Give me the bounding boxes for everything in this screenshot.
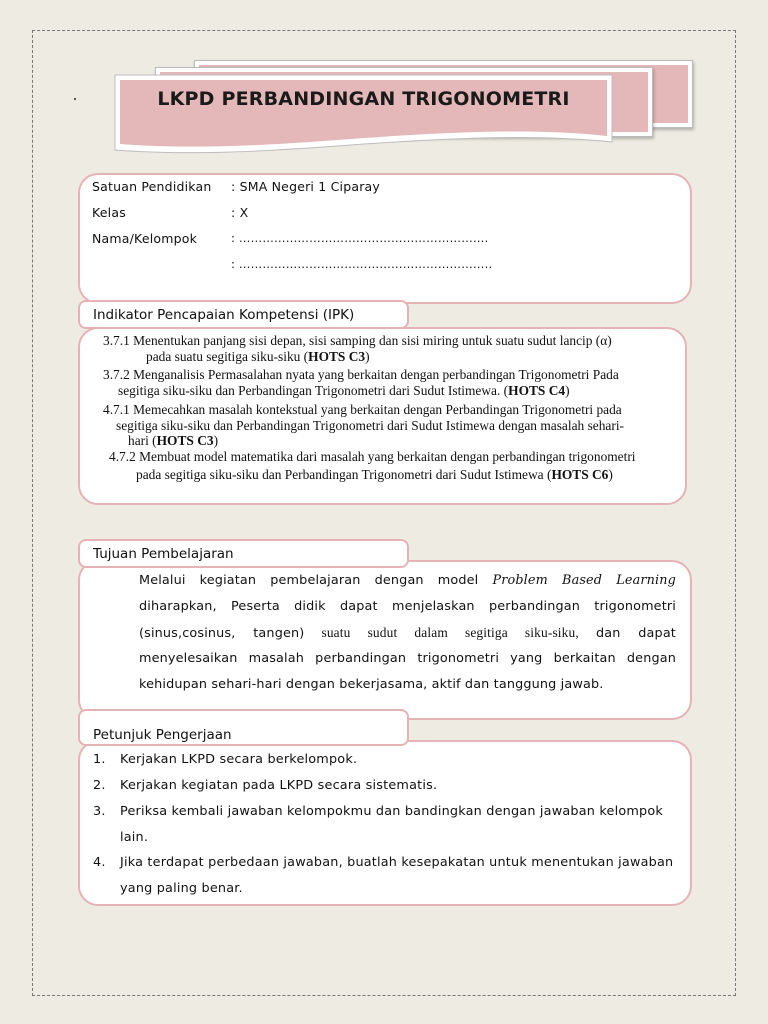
identity-label: Satuan Pendidikan — [92, 179, 212, 194]
tujuan-text-line: (sinus,cosinus, tangen) suatu sudut dalam segitiga siku-siku, dan dapat — [139, 625, 676, 641]
identity-label: Kelas — [92, 205, 126, 220]
ipk-item-line: 4.7.2 Membuat model matematika dari masalah yang berkaitan dengan perbandingan trigonometri — [109, 449, 636, 464]
tujuan-text-line: kehidupan sehari-hari dengan bekerjasama, aktif dan tanggung jawab. — [139, 677, 604, 692]
identity-label: Nama/Kelompok — [92, 231, 198, 246]
stray-dot — [74, 98, 76, 100]
tujuan-text-line: diharapkan, Peserta didik dapat menjelaskan perbandingan trigonometri — [139, 599, 676, 614]
ipk-item-line: pada suatu segitiga siku-siku (HOTS C3) — [146, 349, 370, 364]
step-number: 2. — [93, 778, 106, 793]
ipk-item-line: 3.7.2 Menganalisis Permasalahan nyata yang berkaitan dengan perbandingan Trigonometri Pada — [103, 367, 619, 382]
step-text: Periksa kembali jawaban kelompokmu dan bandingkan dengan jawaban kelompok — [120, 804, 663, 819]
ipk-item-line: 3.7.1 Menentukan panjang sisi depan, sisi samping dan sisi miring untuk suatu sudut lancip (α) — [103, 333, 612, 348]
ipk-item-line: segitiga siku-siku dan Perbandingan Trigonometri dari Sudut Istimewa. (HOTS C4) — [118, 383, 570, 398]
step-text: yang paling benar. — [120, 881, 243, 896]
name-group-field[interactable]: : ………………………………………………………. — [231, 231, 489, 245]
step-text: Kerjakan kegiatan pada LKPD secara sistematis. — [120, 778, 438, 793]
tujuan-text-line: menyelesaikan masalah perbandingan trigonometri yang berkaitan dengan — [139, 651, 676, 666]
hots-badge: HOTS C3 — [308, 349, 366, 364]
step-number: 4. — [93, 855, 106, 870]
hots-badge: HOTS C6 — [551, 467, 609, 482]
banner-front-layer — [114, 74, 613, 156]
step-text: Jika terdapat perbedaan jawaban, buatlah kesepakatan untuk menentukan jawaban — [120, 855, 674, 870]
ipk-heading: Indikator Pencapaian Kompetensi (IPK) — [78, 300, 409, 329]
identity-value: : X — [231, 205, 249, 220]
step-text: Kerjakan LKPD secara berkelompok. — [120, 752, 358, 767]
ipk-item-line: pada segitiga siku-siku dan Perbandingan Trigonometri dari Sudut Istimewa (HOTS C6) — [136, 467, 613, 482]
hots-badge: HOTS C3 — [156, 433, 214, 448]
tujuan-text-line: Melalui kegiatan pembelajaran dengan model Problem Based Learning — [139, 573, 676, 588]
tujuan-heading: Tujuan Pembelajaran — [78, 539, 409, 568]
ipk-item-line: hari (HOTS C3) — [128, 433, 219, 448]
ipk-item-line: segitiga siku-siku dan Perbandingan Trigonometri dari Sudut Istimewa dengan masalah sehari- — [116, 418, 625, 433]
step-number: 1. — [93, 752, 106, 767]
step-number: 3. — [93, 804, 106, 819]
petunjuk-heading: Petunjuk Pengerjaan — [78, 709, 409, 746]
identity-value: : SMA Negeri 1 Ciparay — [231, 179, 380, 194]
name-group-field-2[interactable]: : ……………………………………………………….. — [231, 257, 493, 271]
ipk-item-line: 4.7.1 Memecahkan masalah kontekstual yang berkaitan dengan Perbandingan Trigonometri pada — [103, 402, 622, 417]
step-text: lain. — [120, 830, 149, 845]
page-title: LKPD PERBANDINGAN TRIGONOMETRI — [157, 88, 570, 110]
hots-badge: HOTS C4 — [508, 383, 566, 398]
